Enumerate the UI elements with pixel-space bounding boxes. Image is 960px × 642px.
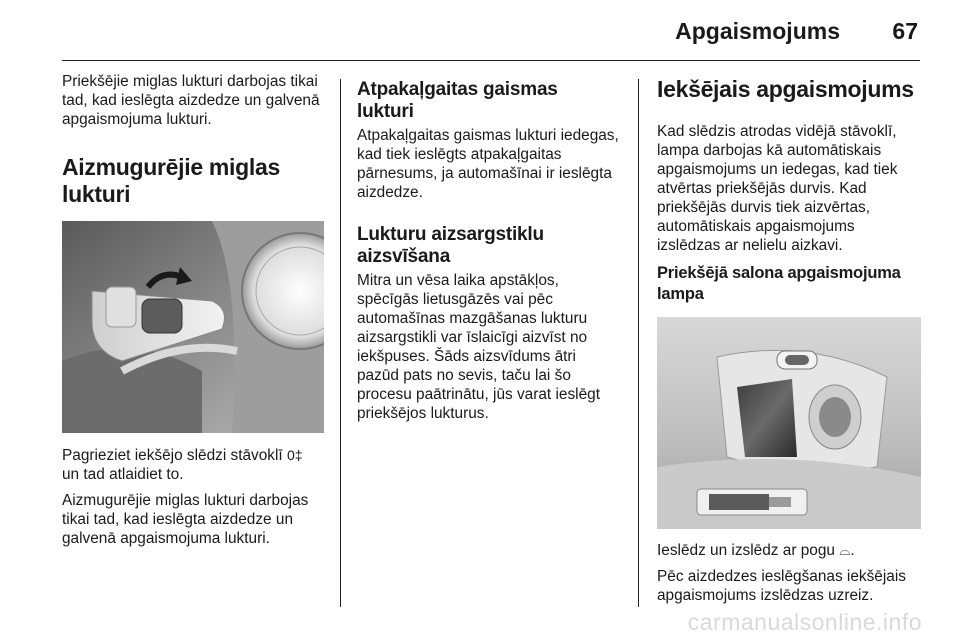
column-divider-2 [638,79,639,607]
reversing-lights-heading: Atpakaļgaitas gaismas lukturi [357,79,558,122]
rear-fog-switch-figure [62,221,324,433]
intro-paragraph: Priekšējie miglas lukturi darbojas tikai tad, kad ieslēgta aizdedze un galvenā apgaismojuma lukturi. [62,73,320,128]
header-rule [62,60,920,61]
courtesy-lamp-note: Pēc aizdedzes ieslēgšanas iekšējais apgaismojums izslēdzas uzreiz. [657,568,906,604]
page-title: Apgaismojums [675,18,840,44]
rear-fog-lamp-symbol-icon: 0‡ [286,447,303,463]
rear-fog-switch-illustration-icon [62,221,324,433]
column-left [62,72,324,548]
courtesy-lamp-instruction: Ieslēdz un izslēdz ar pogu ⌓. [657,542,855,559]
dome-lamp-figure [657,317,921,529]
interior-light-symbol-icon: ⌓ [839,542,851,558]
interior-lighting-heading: Iekšējais apgaismojums [657,76,914,102]
column-middle [357,79,619,423]
watermark: carmanualsonline.info [687,609,922,635]
page-number: 67 [892,18,918,44]
dome-lamp-illustration-icon [657,317,921,529]
rear-fog-note: Aizmugurējie miglas lukturi darbojas tikai tad, kad ieslēgta aizdedze un galvenā apgaismojuma lukturi. [62,492,309,547]
column-divider-1 [340,79,341,607]
rear-fog-instruction: Pagrieziet iekšējo slēdzi stāvoklī 0‡ un tad atlaidiet to. [62,447,303,483]
page-header [0,0,960,64]
reversing-lights-paragraph: Atpakaļgaitas gaismas lukturi iedegas, kad tiek ieslēgts atpakaļgaitas pārnesums, ja automašīnai ir ieslēgta aizdedze. [357,127,619,201]
lens-fogging-paragraph: Mitra un vēsa laika apstākļos, spēcīgās lietusgāzēs vai pēc automašīnas mazgāšanas lukturu aizsargstikli var īslaicīgi aizvīst no iekšpuses. Šāds aizsvīdums ātri pazūd pats no sevis, taču lai šo procesu paātrinātu, jūs varat ieslēgt priekšējos lukturus. [357,272,600,422]
front-courtesy-lamp-heading: Priekšējā salona apgaismojuma lampa [657,264,901,303]
interior-lighting-paragraph: Kad slēdzis atrodas vidējā stāvoklī, lampa darbojas kā automātiskais apgaismojums un iedegas, kad tiek atvērtas priekšējās durvis. Kad priekšējās durvis tiek aizvērtas, automātiskais apgaismojums izslēdzas ar nelielu aizkavi. [657,123,898,254]
lens-fogging-heading: Lukturu aizsargstiklu aizsvīšana [357,224,544,267]
rear-fog-heading: Aizmugurējie miglas lukturi [62,154,280,207]
column-right [657,76,921,605]
